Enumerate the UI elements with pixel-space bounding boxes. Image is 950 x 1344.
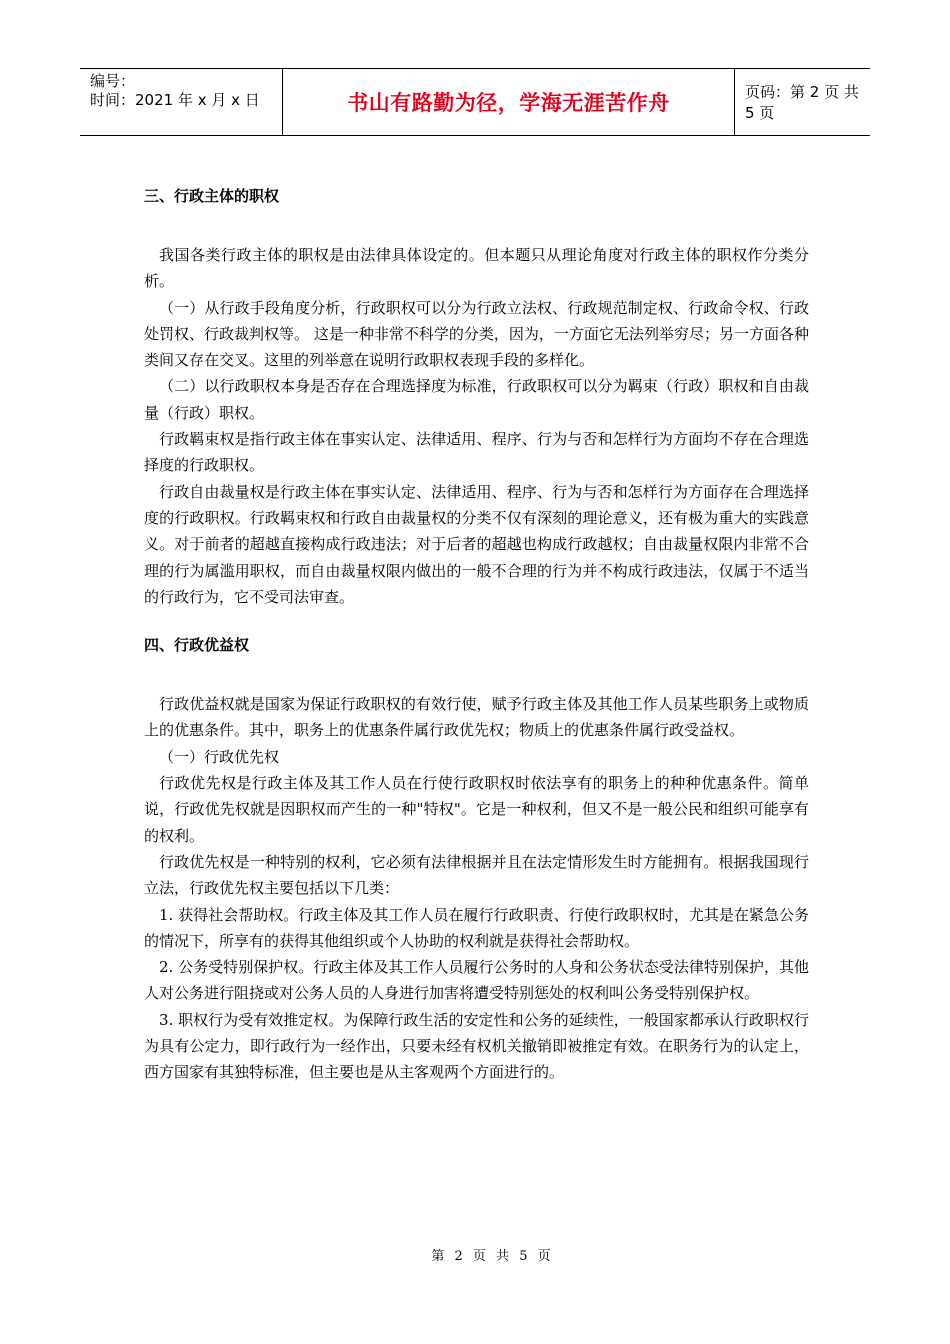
paragraph: 行政优先权是一种特别的权利，它必须有法律根据并且在法定情形发生时方能拥有。根据我国现行立法，行政优先权主要包括以下几类： [144, 852, 809, 898]
page-footer: 第 2 页 共 5 页 [431, 1249, 554, 1264]
document-body [144, 183, 809, 1086]
paragraph: 行政自由裁量权是行政主体在事实认定、法律适用、程序、行为与否和怎样行为方面存在合理选择度的行政职权。行政羁束权和行政自由裁量权的分类不仅有深刻的理论意义，还有极为重大的实践意义。对于前者的超越直接构成行政违法；对于后者的超越也构成行政越权；自由裁量权限内非常不合理的行为属滥用职权，而自由裁量权限内做出的一般不合理的行为并不构成行政违法，仅属于不适当的行政行为，它不受司法审查。 [144, 482, 809, 606]
paragraph: （二）以行政职权本身是否存在合理选择度为标准，行政职权可以分为羁束（行政）职权和自由裁量（行政）职权。 [144, 377, 809, 422]
list-item: 3. 职权行为受有效推定权。为保障行政生活的安定性和公务的延续性，一般国家都承认行政职权行为具有公定力，即行政行为一经作出，只要未经有权机关撤销即被推定有效。在职务行为的认定上，西方国家有其独特标准，但主要也是从主客观两个方面进行的。 [144, 1010, 809, 1082]
paragraph: 行政羁束权是指行政主体在事实认定、法律适用、程序、行为与否和怎样行为方面均不存在合理选择度的行政职权。 [144, 430, 809, 475]
page-header [80, 68, 870, 136]
list-item: 2. 公务受特别保护权。行政主体及其工作人员履行公务时的人身和公务状态受法律特别保护，其他人对公务进行阻挠或对公务人员的人身进行加害将遭受特别惩处的权利叫公务受特别保护权。 [144, 958, 809, 1003]
header-motto: 书山有路勤为径，学海无涯苦作舟 [283, 69, 735, 135]
subsection-title: （一）行政优先权 [159, 747, 280, 766]
paragraph: 行政优先权是行政主体及其工作人员在行使行政职权时依法享有的职务上的种种优惠条件。简单说，行政优先权就是因职权而产生的一种"特权"。它是一种权利，但又不是一般公民和组织可能享有的权利。 [144, 774, 809, 845]
header-page-info: 页码：第 2 页 共 5 页 [745, 83, 859, 122]
header-meta [80, 69, 283, 135]
paragraph: 我国各类行政主体的职权是由法律具体设定的。但本题只从理论角度对行政主体的职权作分类分析。 [144, 246, 809, 291]
list-item: 1. 获得社会帮助权。行政主体及其工作人员在履行行政职责、行使行政职权时，尤其是在紧急公务的情况下，所享有的获得其他组织或个人协助的权利就是获得社会帮助权。 [144, 905, 809, 950]
paragraph: 行政优益权就是国家为保证行政职权的有效行使，赋予行政主体及其他工作人员某些职务上或物质上的优惠条件。其中，职务上的优惠条件属行政优先权；物质上的优惠条件属行政受益权。 [144, 695, 809, 740]
section-title: 四、行政优益权 [144, 636, 250, 655]
document-code-label: 编号： [90, 72, 136, 90]
section-title: 三、行政主体的职权 [144, 187, 280, 205]
paragraph: （一）从行政手段角度分析，行政职权可以分为行政立法权、行政规范制定权、行政命令权、行政处罚权、行政裁判权等。 这是一种非常不科学的分类，因为，一方面它无法列举穷尽；另一方面各种类间又存在交叉。这里的列举意在说明行政职权表现手段的多样化。 [144, 298, 809, 370]
document-date: 时间：2021 年 x 月 x 日 [90, 91, 260, 109]
